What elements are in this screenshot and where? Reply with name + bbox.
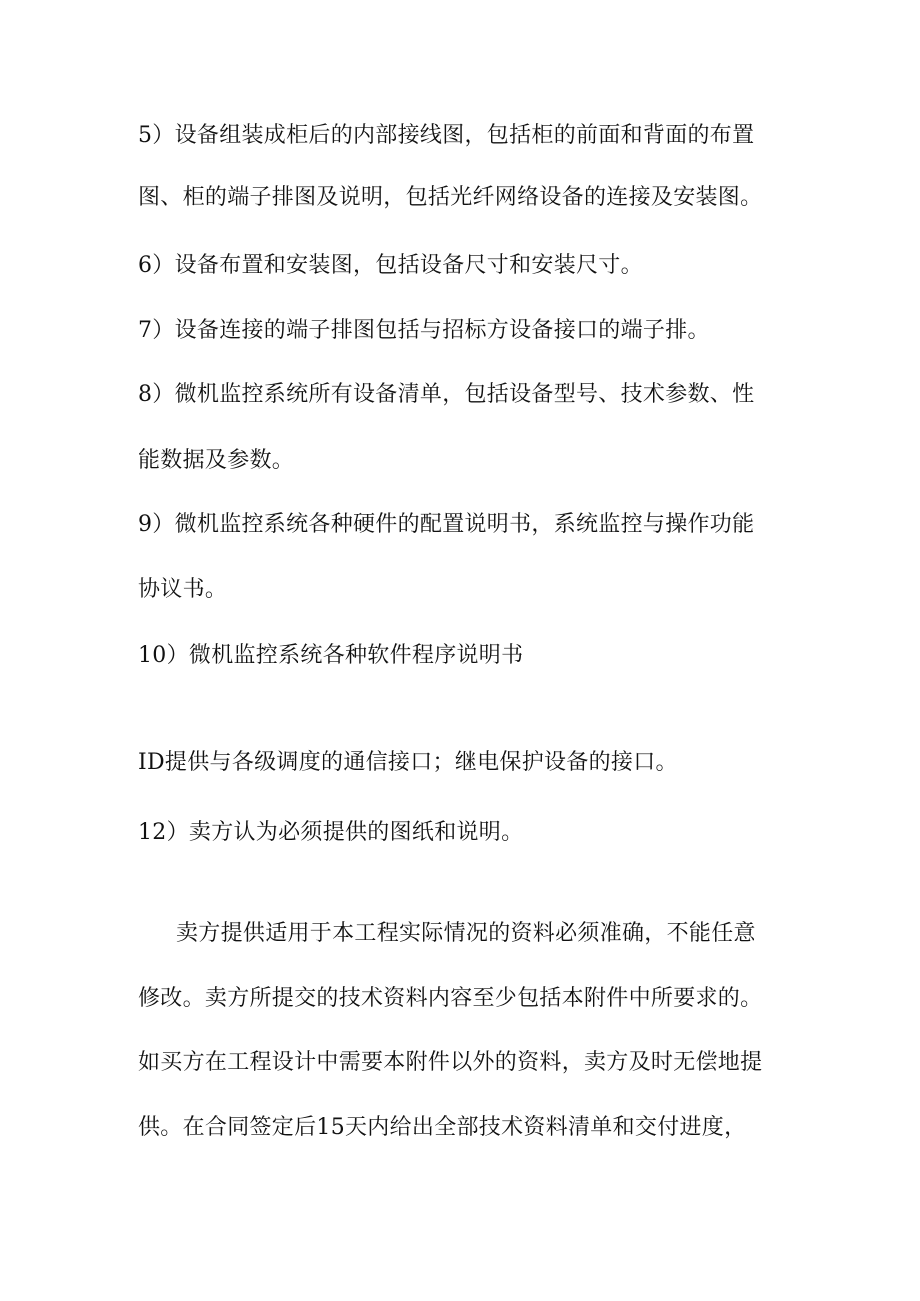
text-line-item-5b: 图、柜的端子排图及说明，包括光纤网络设备的连接及安装图。 [138, 185, 763, 210]
text-line-item-7: 7）设备连接的端子排图包括与招标方设备接口的端子排。 [138, 318, 710, 343]
text-line-item-9b: 协议书。 [138, 577, 228, 602]
paragraph-line-3: 如买方在工程设计中需要本附件以外的资料，卖方及时无偿地提 [138, 1050, 763, 1075]
text-line-item-11: ID提供与各级调度的通信接口；继电保护设备的接口。 [138, 750, 678, 775]
text-line-item-10: 10）微机监控系统各种软件程序说明书 [138, 643, 524, 668]
paragraph-line-4: 供。在合同签定后15天内给出全部技术资料清单和交付进度， [138, 1115, 747, 1140]
text-line-item-5a: 5）设备组装成柜后的内部接线图，包括柜的前面和背面的布置 [138, 123, 755, 148]
paragraph-line-2: 修改。卖方所提交的技术资料内容至少包括本附件中所要求的。 [138, 986, 763, 1011]
paragraph-line-1: 卖方提供适用于本工程实际情况的资料必须准确，不能任意 [176, 921, 756, 946]
text-line-item-12: 12）卖方认为必须提供的图纸和说明。 [138, 820, 524, 845]
text-line-item-8a: 8）微机监控系统所有设备清单，包括设备型号、技术参数、性 [138, 382, 755, 407]
text-line-item-9a: 9）微机监控系统各种硬件的配置说明书，系统监控与操作功能 [138, 512, 755, 537]
text-line-item-8b: 能数据及参数。 [138, 448, 295, 473]
text-line-item-6: 6）设备布置和安装图，包括设备尺寸和安装尺寸。 [138, 253, 643, 278]
